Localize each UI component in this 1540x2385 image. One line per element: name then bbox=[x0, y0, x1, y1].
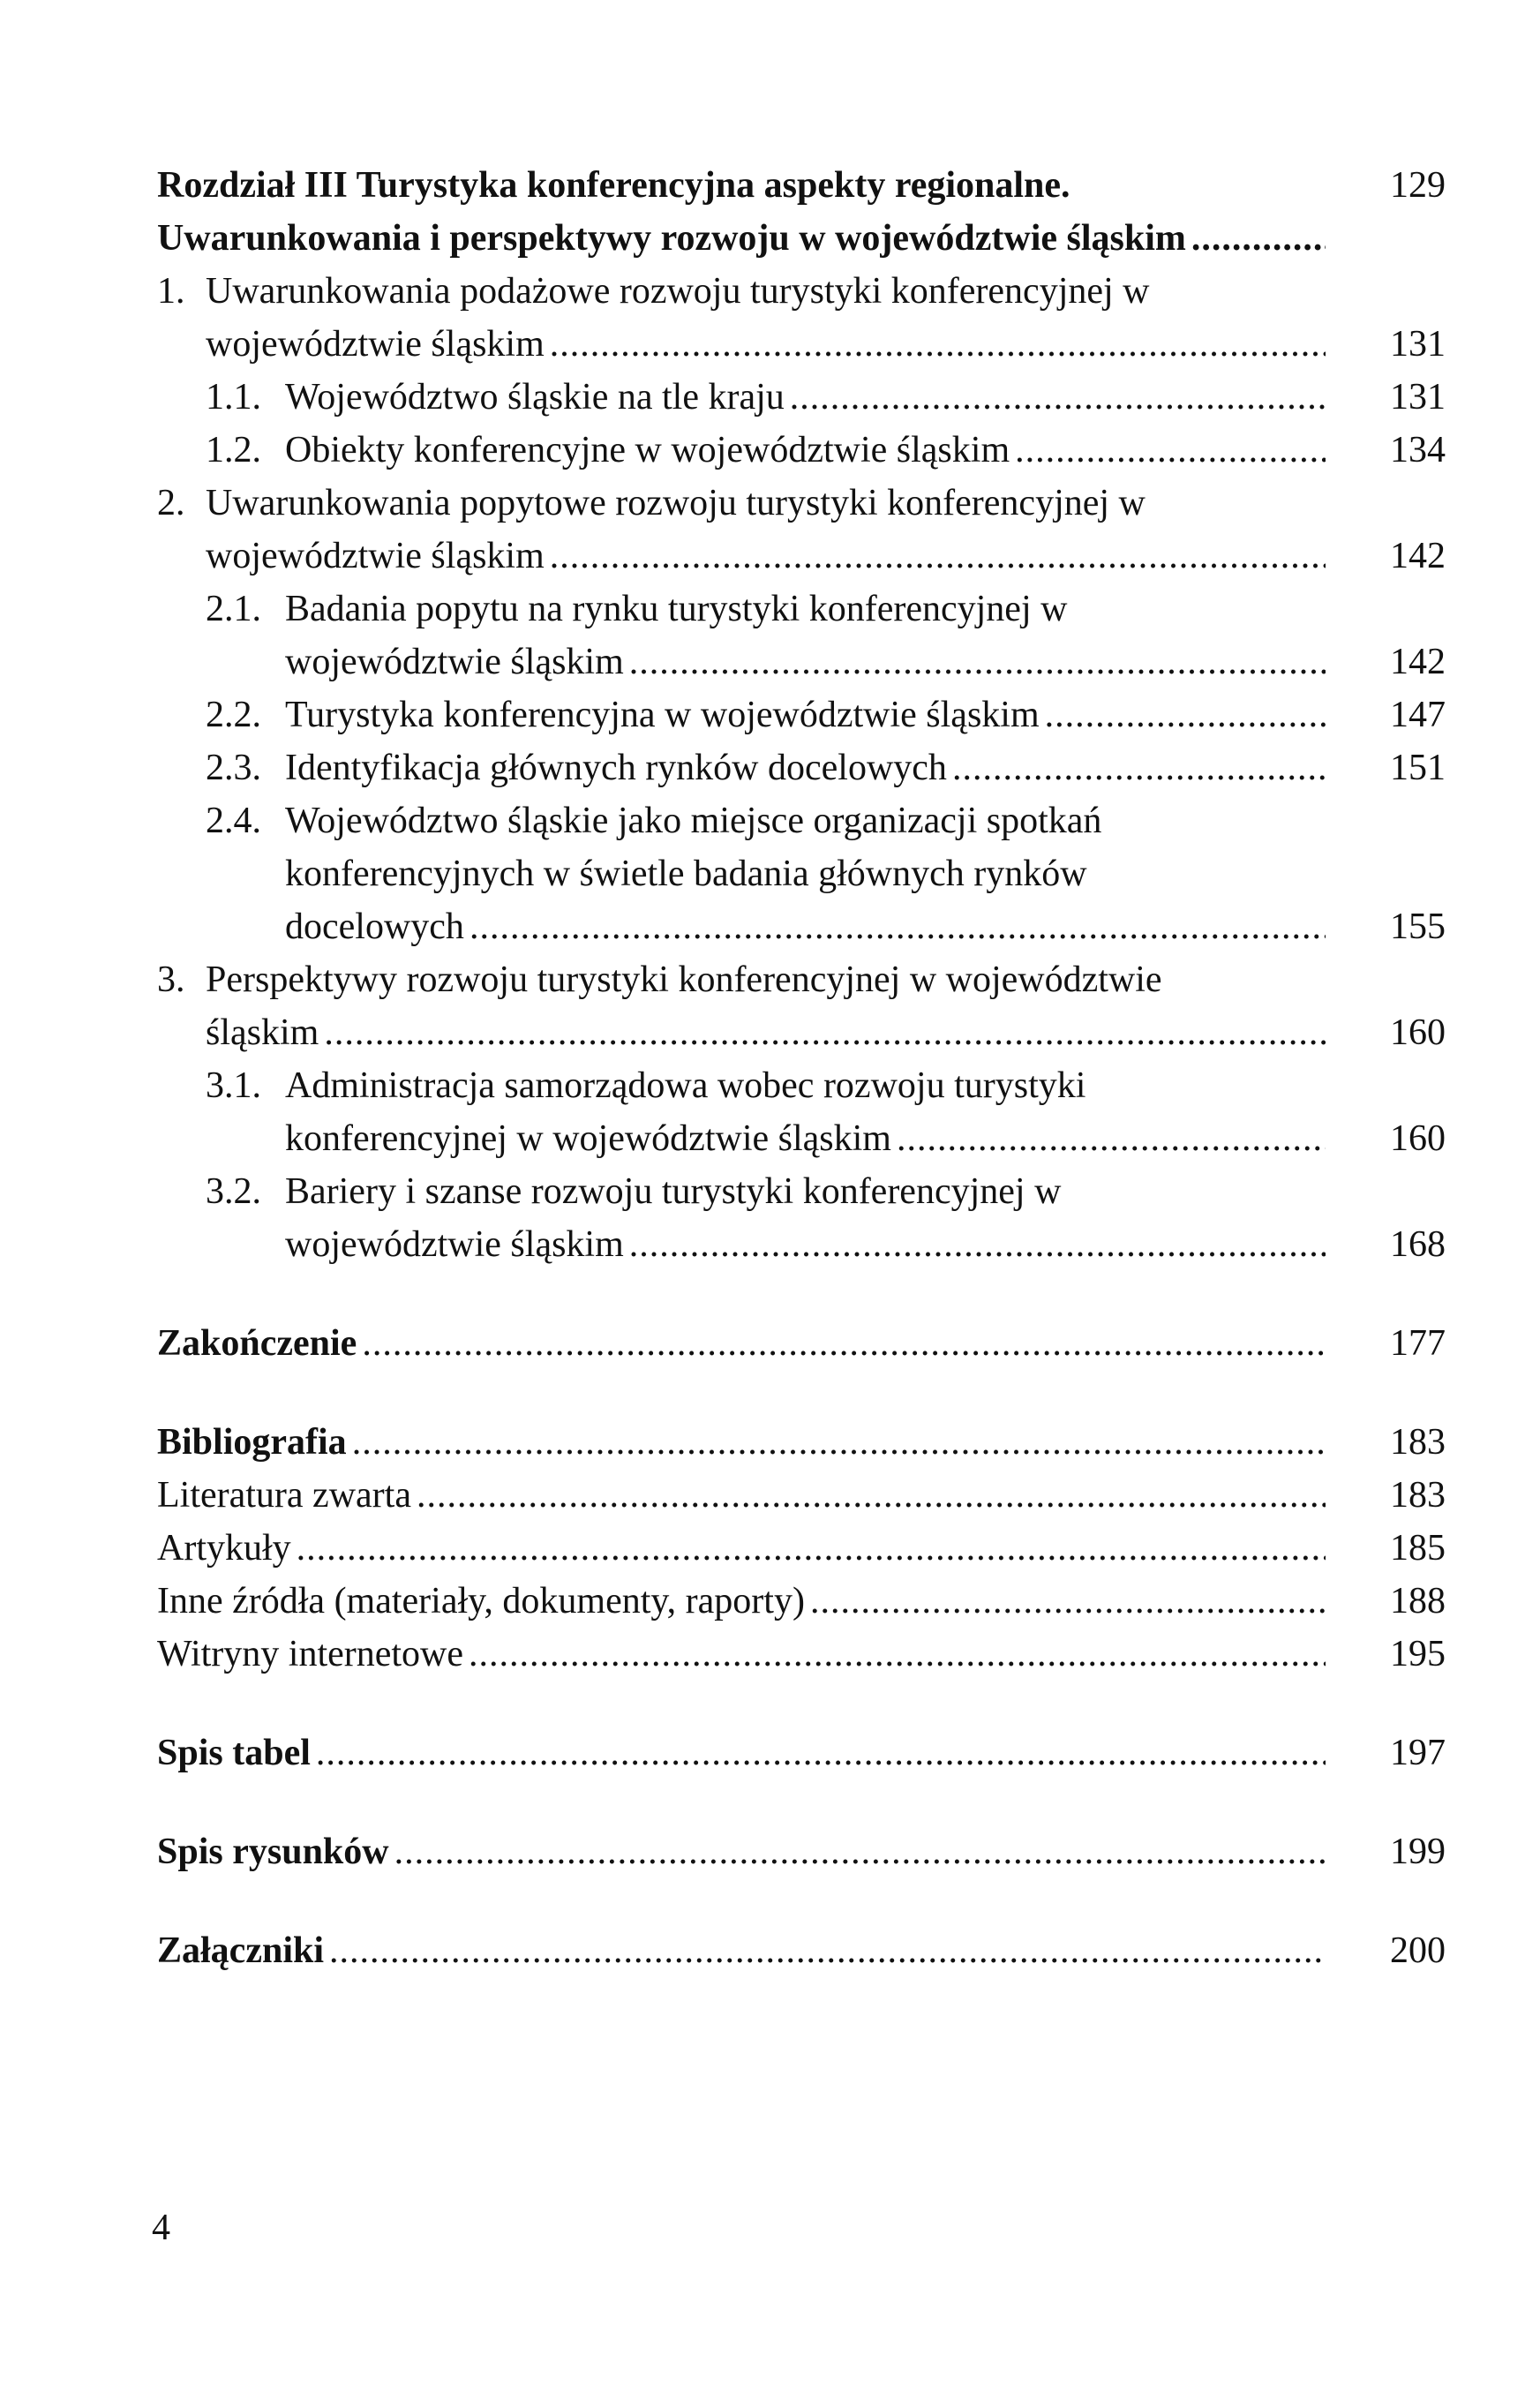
section-title: Turystyka konferencyjna w województwie śląskim bbox=[285, 695, 1040, 735]
page-ref: 147 bbox=[1390, 695, 1446, 735]
spacer bbox=[157, 1271, 1446, 1317]
page-ref: 168 bbox=[1390, 1224, 1446, 1265]
toc-entry-2-3[interactable] bbox=[157, 741, 1446, 794]
section-title: Zakończenie bbox=[157, 1323, 357, 1364]
section-title: Bibliografia bbox=[157, 1422, 347, 1463]
page-ref: 142 bbox=[1390, 642, 1446, 682]
page-ref: 197 bbox=[1390, 1733, 1446, 1773]
spacer bbox=[157, 1370, 1446, 1416]
table-of-contents bbox=[157, 159, 1446, 1977]
section-number: 1.2. bbox=[206, 430, 261, 470]
section-title: Artykuły bbox=[157, 1528, 291, 1569]
toc-entry-2-4[interactable] bbox=[157, 794, 1446, 953]
page-ref: 134 bbox=[1390, 430, 1446, 470]
section-title: Spis tabel bbox=[157, 1733, 311, 1773]
toc-entry-literatura-zwarta[interactable] bbox=[157, 1469, 1446, 1522]
toc-entry-inne-zrodla[interactable] bbox=[157, 1575, 1446, 1628]
toc-entry-2[interactable] bbox=[157, 477, 1446, 583]
section-title: Identyfikacja głównych rynków docelowych bbox=[285, 748, 947, 788]
section-title-line2: konferencyjnej w województwie śląskim bbox=[285, 1118, 891, 1159]
dot-leader bbox=[352, 1416, 1326, 1469]
section-number: 1. bbox=[157, 271, 185, 312]
section-title-line1: Bariery i szanse rozwoju turystyki konferencyjnej w bbox=[285, 1171, 1062, 1212]
dot-leader bbox=[316, 1727, 1326, 1779]
dot-leader bbox=[297, 1522, 1326, 1575]
section-title-line2: śląskim bbox=[206, 1012, 319, 1053]
section-title-line1: Administracja samorządowa wobec rozwoju turystyki bbox=[285, 1065, 1086, 1106]
section-title: Województwo śląskie na tle kraju bbox=[285, 377, 785, 418]
toc-entry-artykuly[interactable] bbox=[157, 1522, 1446, 1575]
dot-leader bbox=[629, 636, 1326, 688]
section-title: Literatura zwarta bbox=[157, 1475, 411, 1516]
section-title-line1: Województwo śląskie jako miejsce organizacji spotkań bbox=[285, 801, 1102, 841]
section-title-line1: Uwarunkowania popytowe rozwoju turystyki konferencyjnej w bbox=[206, 483, 1146, 523]
chapter-title-line1: Rozdział III Turystyka konferencyjna aspekty regionalne. bbox=[157, 165, 1070, 206]
section-number: 2.4. bbox=[206, 801, 261, 841]
section-title-line1: Perspektywy rozwoju turystyki konferencyjnej w województwie bbox=[206, 959, 1162, 1000]
spacer bbox=[157, 1779, 1446, 1825]
toc-entry-spis-tabel[interactable] bbox=[157, 1727, 1446, 1779]
dot-leader bbox=[897, 1112, 1326, 1165]
toc-entry-1-2[interactable] bbox=[157, 424, 1446, 477]
toc-entry-2-1[interactable] bbox=[157, 583, 1446, 688]
page-ref: 160 bbox=[1390, 1118, 1446, 1159]
section-title-line2: województwie śląskim bbox=[206, 324, 545, 365]
toc-entry-witryny[interactable] bbox=[157, 1628, 1446, 1681]
section-title-line1: Badania popytu na rynku turystyki konferencyjnej w bbox=[285, 589, 1068, 629]
dot-leader bbox=[810, 1575, 1326, 1628]
section-title: Inne źródła (materiały, dokumenty, raporty) bbox=[157, 1581, 805, 1621]
page-ref: 155 bbox=[1390, 907, 1446, 947]
dot-leader bbox=[952, 741, 1326, 794]
dot-leader bbox=[470, 900, 1326, 953]
dot-leader bbox=[469, 1628, 1326, 1681]
page-number: 4 bbox=[152, 2208, 170, 2248]
toc-entry-zakonczenie[interactable] bbox=[157, 1317, 1446, 1370]
toc-entry-2-2[interactable] bbox=[157, 688, 1446, 741]
section-number: 3.1. bbox=[206, 1065, 261, 1106]
section-title-line3: docelowych bbox=[285, 907, 464, 947]
toc-entry-bibliografia[interactable] bbox=[157, 1416, 1446, 1469]
chapter-title-line2: Uwarunkowania i perspektywy rozwoju w województwie śląskim bbox=[157, 218, 1186, 259]
section-number: 2.1. bbox=[206, 589, 261, 629]
section-number: 2. bbox=[157, 483, 185, 523]
toc-entry-spis-rysunkow[interactable] bbox=[157, 1825, 1446, 1878]
page-ref: 131 bbox=[1390, 324, 1446, 365]
dot-leader bbox=[324, 1006, 1326, 1059]
section-title: Spis rysunków bbox=[157, 1832, 389, 1872]
toc-entry-3-1[interactable] bbox=[157, 1059, 1446, 1165]
toc-entry-zalaczniki[interactable] bbox=[157, 1924, 1446, 1977]
section-number: 3. bbox=[157, 959, 185, 1000]
toc-entry-3[interactable] bbox=[157, 953, 1446, 1059]
page-ref: 142 bbox=[1390, 536, 1446, 576]
dot-leader bbox=[1191, 212, 1326, 265]
page-ref: 195 bbox=[1390, 1634, 1446, 1674]
dot-leader bbox=[790, 371, 1326, 424]
dot-leader bbox=[550, 530, 1326, 583]
page-ref: 160 bbox=[1390, 1012, 1446, 1053]
toc-entry-1-1[interactable] bbox=[157, 371, 1446, 424]
page-ref: 183 bbox=[1390, 1422, 1446, 1463]
toc-entry-3-2[interactable] bbox=[157, 1165, 1446, 1271]
page-ref: 200 bbox=[1390, 1930, 1446, 1971]
page-ref: 129 bbox=[1390, 165, 1446, 206]
dot-leader bbox=[629, 1218, 1326, 1271]
page-ref: 151 bbox=[1390, 748, 1446, 788]
section-title-line2: województwie śląskim bbox=[285, 642, 624, 682]
page-ref: 185 bbox=[1390, 1528, 1446, 1569]
section-title: Witryny internetowe bbox=[157, 1634, 464, 1674]
section-title-line1: Uwarunkowania podażowe rozwoju turystyki konferencyjnej w bbox=[206, 271, 1150, 312]
section-title: Załączniki bbox=[157, 1930, 325, 1971]
toc-entry-chapter-3[interactable] bbox=[157, 159, 1446, 265]
dot-leader bbox=[394, 1825, 1326, 1878]
page-ref: 131 bbox=[1390, 377, 1446, 418]
section-number: 1.1. bbox=[206, 377, 261, 418]
dot-leader bbox=[417, 1469, 1326, 1522]
page-ref: 188 bbox=[1390, 1581, 1446, 1621]
spacer bbox=[157, 1681, 1446, 1727]
section-title-line2: województwie śląskim bbox=[285, 1224, 624, 1265]
section-title-line2: konferencyjnych w świetle badania głównych rynków bbox=[285, 854, 1087, 894]
page-ref: 177 bbox=[1390, 1323, 1446, 1364]
section-number: 2.3. bbox=[206, 748, 261, 788]
section-number: 2.2. bbox=[206, 695, 261, 735]
page-ref: 183 bbox=[1390, 1475, 1446, 1516]
toc-entry-1[interactable] bbox=[157, 265, 1446, 371]
section-number: 3.2. bbox=[206, 1171, 261, 1212]
dot-leader bbox=[1015, 424, 1326, 477]
section-title: Obiekty konferencyjne w województwie śląskim bbox=[285, 430, 1010, 470]
dot-leader bbox=[329, 1924, 1326, 1977]
dot-leader bbox=[1045, 688, 1326, 741]
spacer bbox=[157, 1878, 1446, 1924]
dot-leader bbox=[362, 1317, 1326, 1370]
dot-leader bbox=[550, 318, 1326, 371]
section-title-line2: województwie śląskim bbox=[206, 536, 545, 576]
page-ref: 199 bbox=[1390, 1832, 1446, 1872]
